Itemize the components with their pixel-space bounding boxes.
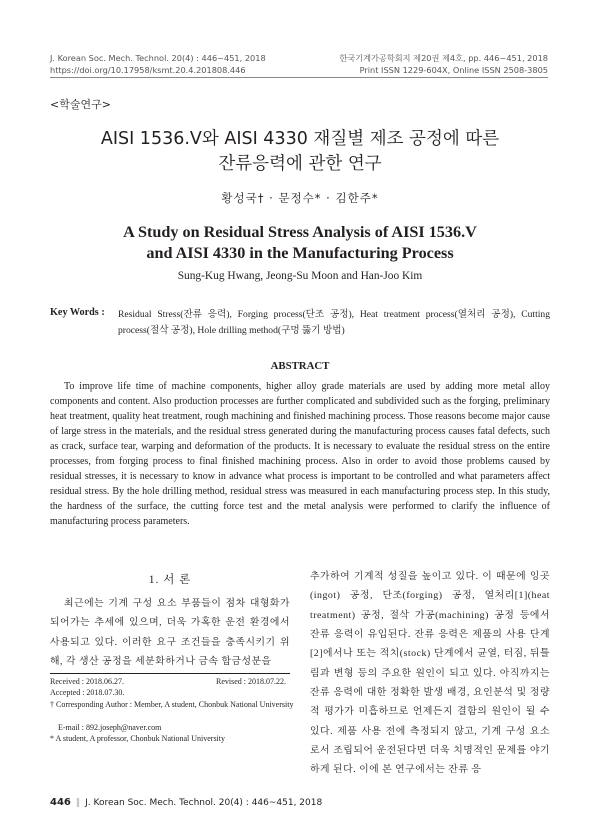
english-title-line1: A Study on Residual Stress Analysis of AISI 1536.V [123,223,477,241]
page-footer [50,797,322,808]
korean-title-line2: 잔류응력에 관한 연구 [218,154,382,174]
korean-title-line1: AISI 1536.V와 AISI 4330 재질별 제조 공정에 따른 [100,129,500,149]
footnote-divider [50,673,290,674]
keywords-text: Residual Stress(잔류 응력), Forging process(단조 공정), Heat treatment process(열처리 공정), Cutting process(절삭 공정), Hole drilling method(구멍 뚫기 방법) [118,309,550,336]
english-authors: Sung-Kug Hwang, Jeong-Su Moon and Han-Joo Kim [177,270,423,282]
page-number: 446 [50,797,71,808]
running-header-right [339,52,548,76]
running-header-left [50,52,266,76]
journal-citation: J. Korean Soc. Mech. Technol. 20(4) : 446~451, 2018 [50,53,266,63]
abstract-heading: ABSTRACT [270,360,330,372]
footer-separator: ‖ [75,798,81,808]
introduction-right-column: 추가하여 기계적 성질을 높이고 있다. 이 때문에 잉곳(ingot) 공정, 단조(forging) 공정, 열처리[1](heat treatment) 공정, 절삭 가공(machining) 공정 등에서 잔류 응력이 유입된다. 잔류 응력은 제품의 사용 단계[2]에서나 또는 적치(stock) 단계에서 균열, 터짐, 뒤틀림과 변형 등의 주요한 원인이 되고 있다. 아직까지는 잔류 응력에 대한 정확한 발생 배경, 요인분석 및 정량적 평가가 미흡하므로 언제든지 결함의 원인이 될 수 있다. 제품 사용 전에 측정되지 않고, 기계 구성 요소로서 조립되어 운전된다면 더욱 치명적인 문제를 야기하게 된다. 이에 본 연구에서는 잔류 응 [310,571,550,776]
revised-date: Revised : 2018.07.22. [216,677,286,686]
section-title-introduction: 1. 서 론 [148,574,192,586]
journal-citation-korean: 한국기계가공학회지 제20권 제4호, pp. 446~451, 2018 [339,53,548,63]
korean-authors: 황성국† · 문정수* · 김한주* [221,191,379,205]
header-divider [50,77,548,78]
introduction-left-column: 최근에는 기계 구성 요소 부품들이 점차 대형화가 되어가는 추세에 있으며, 더욱 가혹한 운전 환경에서 사용되고 있다. 이러한 요구 조건들을 충족시키기 위해, 각 생산 공정을 세분화하거나 금속 합금성분을 [50,598,290,667]
article-category: <학술연구> [50,98,111,111]
affiliation-note: * A student, A professor, Chonbuk National University [50,734,226,743]
footer-journal: J. Korean Soc. Mech. Technol. 20(4) : 446~451, 2018 [85,798,323,808]
corresponding-author-note: † Corresponding Author : Member, A student, Chonbuk National University [50,700,294,709]
abstract-body: To improve life time of machine components, higher alloy grade materials are used by adding more metal alloy components and content. Also production processes are further complicated and subdivided such as the forging, preliminary heat treatment, quality heat treatment, rough machining and finished machining process. Those reasons become major cause of large stress in the materials, and the residual stress generated during the manufacturing process causes fatal defects, such as crack, surface tear, warping and deformation of the products. It is necessary to evaluate the residual stress on the entire processes, from forging process to final finished machining process. Also in order to avoid those problems caused by residual stresses, it is necessary to know in advance what process is important to be controlled and what parameters affect residual stress. By the hole drilling method, residual stress was measured in each manufacturing process step. In this study, the hardness of the surface, the cutting force test and the metal analysis were performed to clarify the influence of manufacturing process parameters. [50,381,550,528]
english-title-line2: and AISI 4330 in the Manufacturing Process [146,244,454,262]
issn-info: Print ISSN 1229-604X, Online ISSN 2508-3805 [359,65,548,75]
footnote-dates [50,676,290,687]
keywords-label: Key Words : [50,307,105,318]
accepted-date: Accepted : 2018.07.30. [50,688,125,697]
author-email[interactable]: E-mail : 892.joseph@naver.com [58,723,162,732]
doi-link[interactable]: https://doi.org/10.17958/ksmt.20.4.201808.446 [50,65,246,75]
received-date: Received : 2018.06.27. [50,677,124,686]
